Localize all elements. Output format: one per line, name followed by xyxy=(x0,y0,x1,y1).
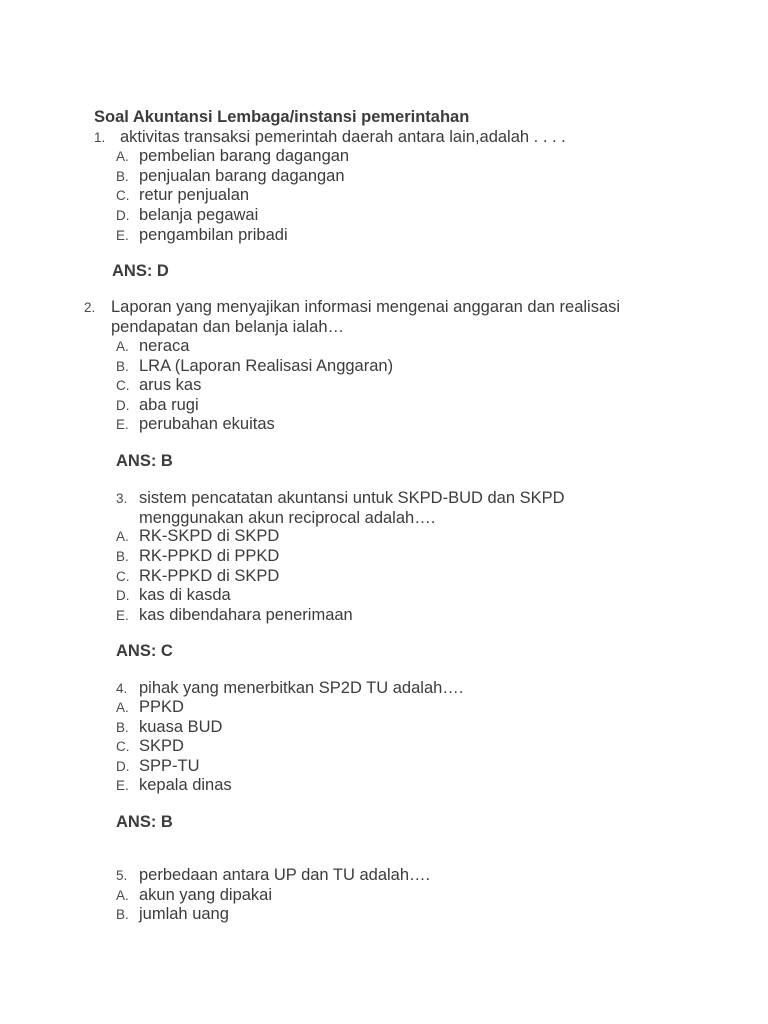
option-letter: C. xyxy=(116,188,130,203)
option-text: RK-PPKD di SKPD xyxy=(139,567,280,585)
answer-label: ANS: B xyxy=(116,452,173,470)
option-letter: E. xyxy=(116,228,129,243)
option-letter: D. xyxy=(116,208,130,223)
answer-label: ANS: D xyxy=(112,262,169,280)
option-text: arus kas xyxy=(139,376,202,394)
option-text: PPKD xyxy=(139,698,184,716)
option-text: kuasa BUD xyxy=(139,718,223,736)
option-letter: B. xyxy=(116,907,129,922)
question-number: 1. xyxy=(94,130,106,145)
option-text: belanja pegawai xyxy=(139,206,259,224)
option-letter: A. xyxy=(116,700,129,715)
option-text: akun yang dipakai xyxy=(139,886,273,904)
question-number: 2. xyxy=(84,300,96,315)
option-letter: D. xyxy=(116,588,130,603)
option-letter: D. xyxy=(116,398,130,413)
question-text: sistem pencatatan akuntansi untuk SKPD-BUD dan SKPD xyxy=(139,489,565,507)
option-letter: B. xyxy=(116,169,129,184)
question-text: pihak yang menerbitkan SP2D TU adalah…. xyxy=(139,679,464,697)
option-letter: E. xyxy=(116,417,129,432)
option-text: kas di kasda xyxy=(139,586,231,604)
option-text: RK-SKPD di SKPD xyxy=(139,527,280,545)
question-text: aktivitas transaksi pemerintah daerah antara lain,adalah . . . . xyxy=(120,128,566,146)
option-text: penjualan barang dagangan xyxy=(139,167,345,185)
question-number: 5. xyxy=(116,868,128,883)
option-letter: C. xyxy=(116,739,130,754)
option-letter: C. xyxy=(116,378,130,393)
option-text: jumlah uang xyxy=(139,905,229,923)
option-text: kepala dinas xyxy=(139,776,232,794)
option-text: kas dibendahara penerimaan xyxy=(139,606,353,624)
option-letter: A. xyxy=(116,339,129,354)
question-number: 3. xyxy=(116,491,128,506)
question-text: Laporan yang menyajikan informasi mengenai anggaran dan realisasi xyxy=(111,298,621,316)
option-letter: B. xyxy=(116,359,129,374)
option-text: retur penjualan xyxy=(139,186,250,204)
question-text: perbedaan antara UP dan TU adalah…. xyxy=(139,866,431,884)
option-letter: C. xyxy=(116,569,130,584)
answer-label: ANS: C xyxy=(116,642,173,660)
option-text: LRA (Laporan Realisasi Anggaran) xyxy=(139,357,394,375)
option-letter: B. xyxy=(116,720,129,735)
option-text: RK-PPKD di PPKD xyxy=(139,547,280,565)
option-letter: B. xyxy=(116,549,129,564)
answer-label: ANS: B xyxy=(116,813,173,831)
option-letter: D. xyxy=(116,759,130,774)
option-text: SKPD xyxy=(139,737,184,755)
option-text: neraca xyxy=(139,337,190,355)
page-title: Soal Akuntansi Lembaga/instansi pemerintahan xyxy=(94,108,470,126)
option-text: perubahan ekuitas xyxy=(139,415,275,433)
option-text: aba rugi xyxy=(139,396,199,414)
option-letter: E. xyxy=(116,608,129,623)
option-text: pembelian barang dagangan xyxy=(139,147,350,165)
option-letter: A. xyxy=(116,149,129,164)
option-letter: A. xyxy=(116,529,129,544)
question-text: menggunakan akun reciprocal adalah…. xyxy=(139,509,436,527)
question-text: pendapatan dan belanja ialah… xyxy=(111,318,345,336)
option-letter: E. xyxy=(116,778,129,793)
option-text: SPP-TU xyxy=(139,757,200,775)
option-letter: A. xyxy=(116,888,129,903)
option-text: pengambilan pribadi xyxy=(139,226,288,244)
question-number: 4. xyxy=(116,681,128,696)
